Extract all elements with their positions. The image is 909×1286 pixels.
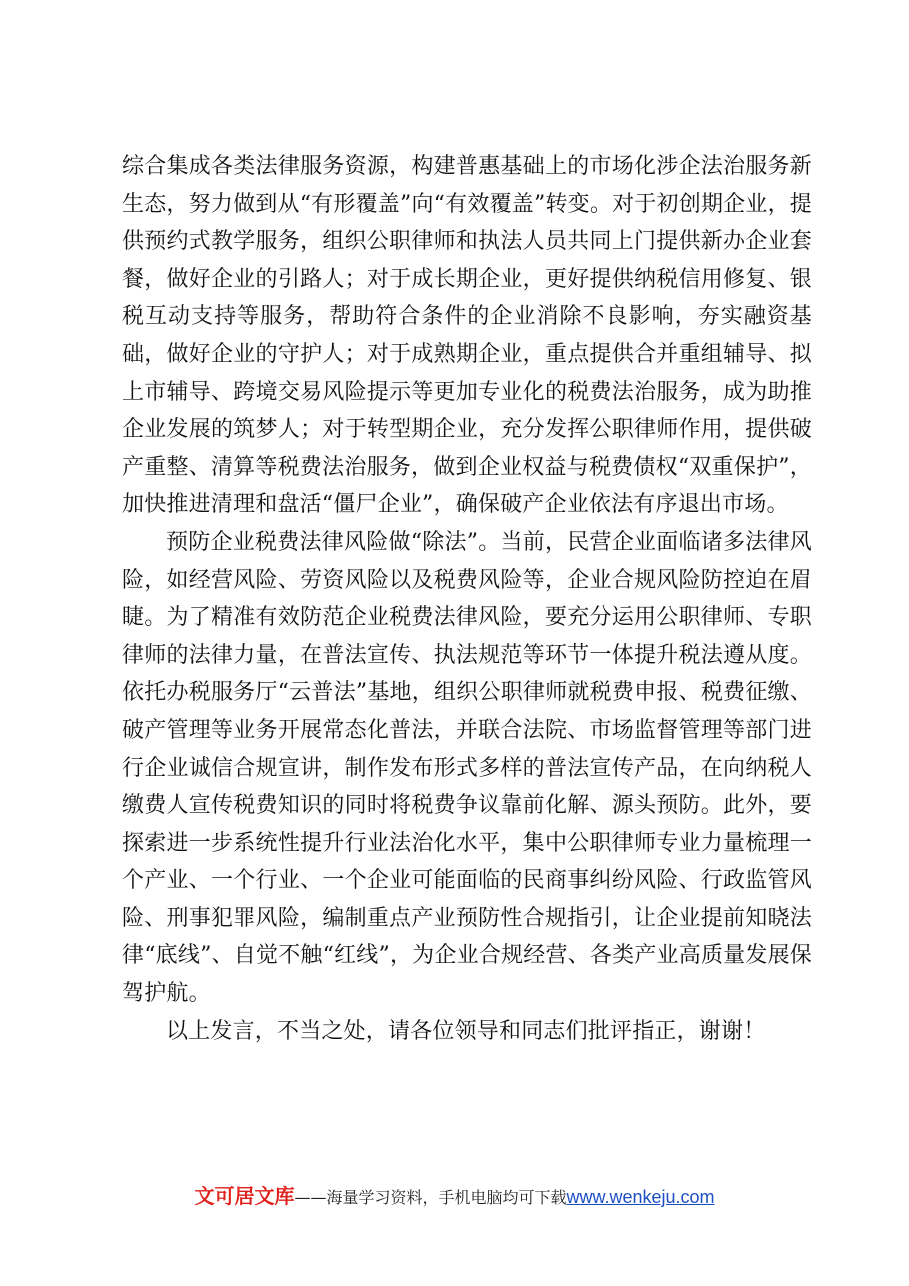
paragraph-2: 预防企业税费法律风险做“除法”。当前，民营企业面临诸多法律风险，如经营风险、劳资风险以及税费风险等，企业合规风险防控迫在眉睫。为了精准有效防范企业税费法律风险，要充分运用公职律师、专职律师的法律力量，在普法宣传、执法规范等环节一体提升税法遵从度。依托办税服务厅“云普法”基地，组织公职律师就税费申报、税费征缴、破产管理等业务开展常态化普法，并联合法院、市场监督管理等部门进行企业诚信合规宣讲，制作发布形式多样的普法宣传产品，在向纳税人缴费人宣传税费知识的同时将税费争议靠前化解、源头预防。此外，要探索进一步系统性提升行业法治化水平，集中公职律师专业力量梳理一个产业、一个行业、一个企业可能面临的民商事纠纷风险、行政监管风险、刑事犯罪风险，编制重点产业预防性合规指引，让企业提前知晓法律“底线”、自觉不触“红线”，为企业合规经营、各类产业高质量发展保驾护航。 — [122, 529, 812, 1007]
footer-tagline: 海量学习资料，手机电脑均可下载 — [326, 1188, 567, 1207]
paragraph-1: 综合集成各类法律服务资源，构建普惠基础上的市场化涉企法治服务新生态，努力做到从“有形覆盖”向“有效覆盖”转变。对于初创期企业，提供预约式教学服务，组织公职律师和执法人员共同上门提供新办企业套餐，做好企业的引路人；对于成长期企业，更好提供纳税信用修复、银税互动支持等服务，帮助符合条件的企业消除不良影响，夯实融资基础，做好企业的守护人；对于成熟期企业，重点提供合并重组辅导、拟上市辅导、跨境交易风险提示等更加专业化的税费法治服务，成为助推企业发展的筑梦人；对于转型期企业，充分发挥公职律师作用，提供破产重整、清算等税费法治服务，做到企业权益与税费债权“双重保护”，加快推进清理和盘活“僵尸企业”，确保破产企业依法有序退出市场。 — [122, 154, 812, 518]
footer-brand: 文可居文库 — [194, 1184, 295, 1208]
paragraph-3: 以上发言，不当之处，请各位领导和同志们批评指正，谢谢！ — [166, 1018, 766, 1044]
footer-link[interactable]: www.wenkeju.com — [566, 1187, 715, 1207]
footer-dash: —— — [294, 1188, 327, 1207]
footer-banner — [0, 1180, 909, 1209]
document-body — [122, 148, 812, 1050]
